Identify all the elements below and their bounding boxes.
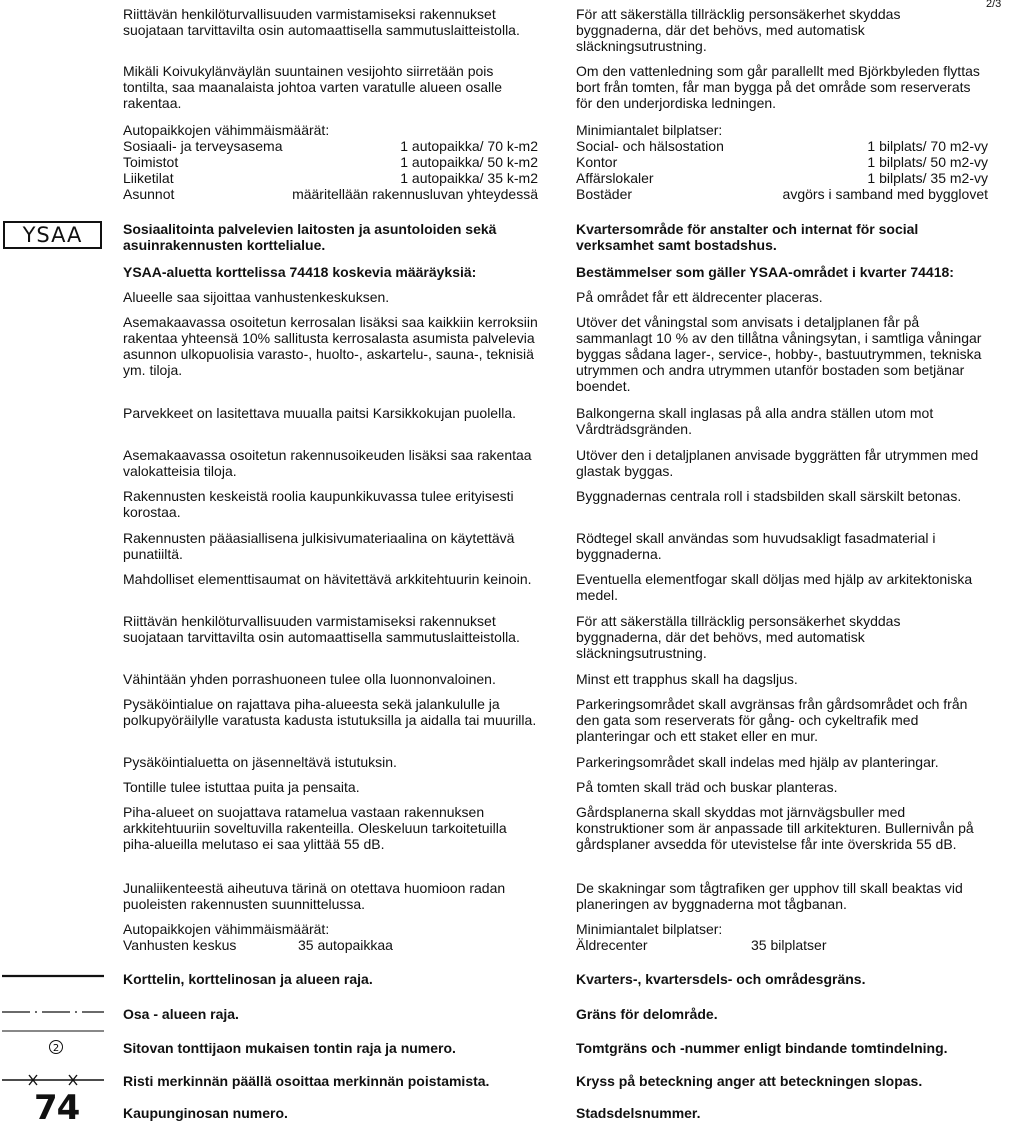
subarea-boundary-line-icon <box>0 1006 106 1018</box>
parking-row-fi <box>123 154 538 170</box>
legend-text-fi: Osa - alueen raja. <box>123 1006 239 1022</box>
cross-removal-icon <box>0 1072 106 1088</box>
parking-type: Affärslokaler <box>576 170 654 186</box>
parking-row-fi <box>123 186 538 202</box>
zone-code-box: YSAA <box>3 221 102 249</box>
finnish-paragraph: Tontille tulee istuttaa puita ja pensaita. <box>123 779 360 795</box>
swedish-paragraph: Eventuella elementfogar skall döljas med hjälp av arkitektoniska medel. <box>576 571 973 603</box>
parking-type: Vanhusten keskus <box>123 937 237 953</box>
parking-type: Toimistot <box>123 154 179 170</box>
finnish-paragraph: YSAA-aluetta korttelissa 74418 koskevia määräyksiä: <box>123 264 477 280</box>
legend-text-fi: Sitovan tonttijaon mukaisen tontin raja ja numero. <box>123 1040 456 1056</box>
parking-requirement: määritellään rakennusluvan yhteydessä <box>292 186 538 202</box>
parking-row-sv <box>576 186 988 202</box>
swedish-paragraph: Utöver den i detaljplanen anvisade byggrätten får utrymmen med glastak byggas. <box>576 447 979 479</box>
parking-row-fi <box>123 170 538 186</box>
finnish-paragraph: Vähintään yhden porrashuoneen tulee olla luonnonvaloinen. <box>123 671 496 687</box>
parking-type: Asunnot <box>123 186 175 202</box>
swedish-paragraph: Gårdsplanerna skall skyddas mot järnvägsbuller med konstruktioner som är anpassade till arkitekturen. Bullernivån på gårdsplaner avsedda för utevistelse får inte överskrida 55 dB. <box>576 804 974 852</box>
swedish-paragraph: Balkongerna skall inglasas på alla andra ställen utom mot Vårdträdsgränden. <box>576 405 934 437</box>
parking-row-sv <box>576 138 988 154</box>
plot-number: 2 <box>52 1043 60 1054</box>
swedish-paragraph: Bestämmelser som gäller YSAA-området i kvarter 74418: <box>576 264 954 280</box>
swedish-paragraph: För att säkerställa tillräcklig personsäkerhet skyddas byggnaderna, där det behövs, med automatisk släckningsutrustning. <box>576 6 901 54</box>
parking-row <box>576 937 988 953</box>
finnish-paragraph: Riittävän henkilöturvallisuuden varmistamiseksi rakennukset suojataan tarvittavilta osin automaattisella sammutuslaitteistolla. <box>123 613 520 645</box>
finnish-paragraph: Riittävän henkilöturvallisuuden varmistamiseksi rakennukset suojataan tarvittavilta osin automaattisella sammutuslaitteistolla. <box>123 6 520 38</box>
parking-row-sv <box>576 154 988 170</box>
parking-requirement: 1 autopaikka/ 35 k-m2 <box>400 170 538 186</box>
swedish-paragraph: Om den vattenledning som går parallellt med Björkbyleden flyttas bort från tomten, får man bygga på det område som reserverats för den underjordiska ledningen. <box>576 63 980 111</box>
parking-type: Bostäder <box>576 186 633 202</box>
parking-row-sv <box>576 170 988 186</box>
finnish-paragraph: Pysäköintialue on rajattava piha-alueesta sekä jalankululle ja polkupyöräilylle varatusta kadusta istutuksilla ja aidalla tai muurilla. <box>123 696 537 728</box>
swedish-paragraph: De skakningar som tågtrafiken ger upphov till skall beaktas vid planeringen av byggnaderna mot tågbanan. <box>576 880 963 912</box>
parking-type: Kontor <box>576 154 618 170</box>
legend-text-fi: Korttelin, korttelinosan ja alueen raja. <box>123 971 373 987</box>
finnish-paragraph: Junaliikenteestä aiheutuva tärinä on otettava huomioon radan puoleisten rakennusten suunnittelussa. <box>123 880 506 912</box>
swedish-paragraph: Parkeringsområdet skall indelas med hjälp av planteringar. <box>576 754 939 770</box>
finnish-paragraph: Sosiaalitointa palvelevien laitosten ja asuntoloiden sekä asuinrakennusten korttelialue. <box>123 221 497 253</box>
legend-text-sv: Kryss på beteckning anger att beteckningen slopas. <box>576 1073 923 1089</box>
finnish-paragraph: Parvekkeet on lasitettava muualla paitsi Karsikkokujan puolella. <box>123 405 516 421</box>
parking-requirement: 35 autopaikkaa <box>298 937 393 953</box>
finnish-paragraph: Rakennusten pääasiallisena julkisivumateriaalina on käytettävä punatiiltä. <box>123 530 515 562</box>
swedish-paragraph: Minimiantalet bilplatser: <box>576 122 723 138</box>
swedish-paragraph: Parkeringsområdet skall avgränsas från gårdsområdet och från den gata som reserverats för gång- och cykeltrafik med planteringar och ett staket eller en mur. <box>576 696 968 744</box>
legend-text-sv: Tomtgräns och -nummer enligt bindande tomtindelning. <box>576 1040 948 1056</box>
parking-row-fi <box>123 138 538 154</box>
swedish-paragraph: Minimiantalet bilplatser: <box>576 921 723 937</box>
finnish-paragraph: Asemakaavassa osoitetun kerrosalan lisäksi saa kaikkiin kerroksiin rakentaa yhteensä 10% sallitusta kerrosalasta asumista palvelevia asunnon ulkopuolisia varasto-, huolto-, askartelu-, sauna-, teknisiä ym. tiloja. <box>123 314 538 378</box>
swedish-paragraph: På området får ett äldrecenter placeras. <box>576 289 823 305</box>
parking-type: Liiketilat <box>123 170 174 186</box>
parking-type: Social- och hälsostation <box>576 138 724 154</box>
finnish-paragraph: Pysäköintialuetta on jäsenneltävä istutuksin. <box>123 754 397 770</box>
finnish-paragraph: Rakennusten keskeistä roolia kaupunkikuvassa tulee erityisesti korostaa. <box>123 488 514 520</box>
finnish-paragraph: Alueelle saa sijoittaa vanhustenkeskuksen. <box>123 289 390 305</box>
parking-row <box>123 937 538 953</box>
finnish-paragraph: Autopaikkojen vähimmäismäärät: <box>123 921 330 937</box>
swedish-paragraph: Minst ett trapphus skall ha dagsljus. <box>576 671 798 687</box>
parking-requirement: 1 bilplats/ 70 m2-vy <box>867 138 988 154</box>
swedish-paragraph: På tomten skall träd och buskar planteras. <box>576 779 838 795</box>
parking-requirement: 35 bilplatser <box>751 937 827 953</box>
finnish-paragraph: Mahdolliset elementtisaumat on hävitettävä arkkitehtuurin keinoin. <box>123 571 532 587</box>
finnish-paragraph: Piha-alueet on suojattava ratamelua vastaan rakennuksen arkkitehtuuriin soveltuvilla rakenteilla. Oleskeluun tarkoitetuilla piha-alueilla melutaso ei saa ylittää 55 dB. <box>123 804 507 852</box>
finnish-paragraph: Asemakaavassa osoitetun rakennusoikeuden lisäksi saa rakentaa valokatteisia tiloja. <box>123 447 532 479</box>
swedish-paragraph: Utöver det våningstal som anvisats i detaljplanen får på sammanlagt 10 % av den tillåtna våningsytan, i samtliga våningar byggas sådana lager-, service-, hobby-, bastuutrymmen, tekniska utrymmen och andra utrymmen utanför bostaden som betjänar boendet. <box>576 314 982 394</box>
district-number: 74 <box>34 1088 80 1128</box>
finnish-paragraph: Mikäli Koivukylänväylän suuntainen vesijohto siirretään pois tontilta, saa maanalaista johtoa varten varatulle alueen osalle rakentaa. <box>123 63 503 111</box>
parking-requirement: avgörs i samband med bygglovet <box>782 186 988 202</box>
parking-type: Sosiaali- ja terveysasema <box>123 138 283 154</box>
page-number: 2/3 <box>986 0 1002 10</box>
swedish-paragraph: För att säkerställa tillräcklig personsäkerhet skyddas byggnaderna, där det behövs, med automatisk släckningsutrustning. <box>576 613 901 661</box>
legend-text-fi: Kaupunginosan numero. <box>123 1105 288 1121</box>
swedish-paragraph: Byggnadernas centrala roll i stadsbilden skall särskilt betonas. <box>576 488 962 504</box>
parking-requirement: 1 autopaikka/ 50 k-m2 <box>400 154 538 170</box>
parking-requirement: 1 bilplats/ 35 m2-vy <box>867 170 988 186</box>
legend-text-sv: Kvarters-, kvartersdels- och områdesgräns. <box>576 971 866 987</box>
parking-requirement: 1 bilplats/ 50 m2-vy <box>867 154 988 170</box>
legend-text-fi: Risti merkinnän päällä osoittaa merkinnän poistamista. <box>123 1073 490 1089</box>
swedish-paragraph: Rödtegel skall användas som huvudsakligt fasadmaterial i byggnaderna. <box>576 530 936 562</box>
parking-type: Äldrecenter <box>576 937 648 953</box>
swedish-paragraph: Kvartersområde för anstalter och internat för social verksamhet samt bostadshus. <box>576 221 919 253</box>
legend-text-sv: Gräns för delområde. <box>576 1006 718 1022</box>
parking-requirement: 1 autopaikka/ 70 k-m2 <box>400 138 538 154</box>
legend-text-sv: Stadsdelsnummer. <box>576 1105 701 1121</box>
finnish-paragraph: Autopaikkojen vähimmäismäärät: <box>123 122 330 138</box>
block-boundary-line-icon <box>0 970 106 982</box>
plot-boundary-icon <box>0 1026 106 1056</box>
